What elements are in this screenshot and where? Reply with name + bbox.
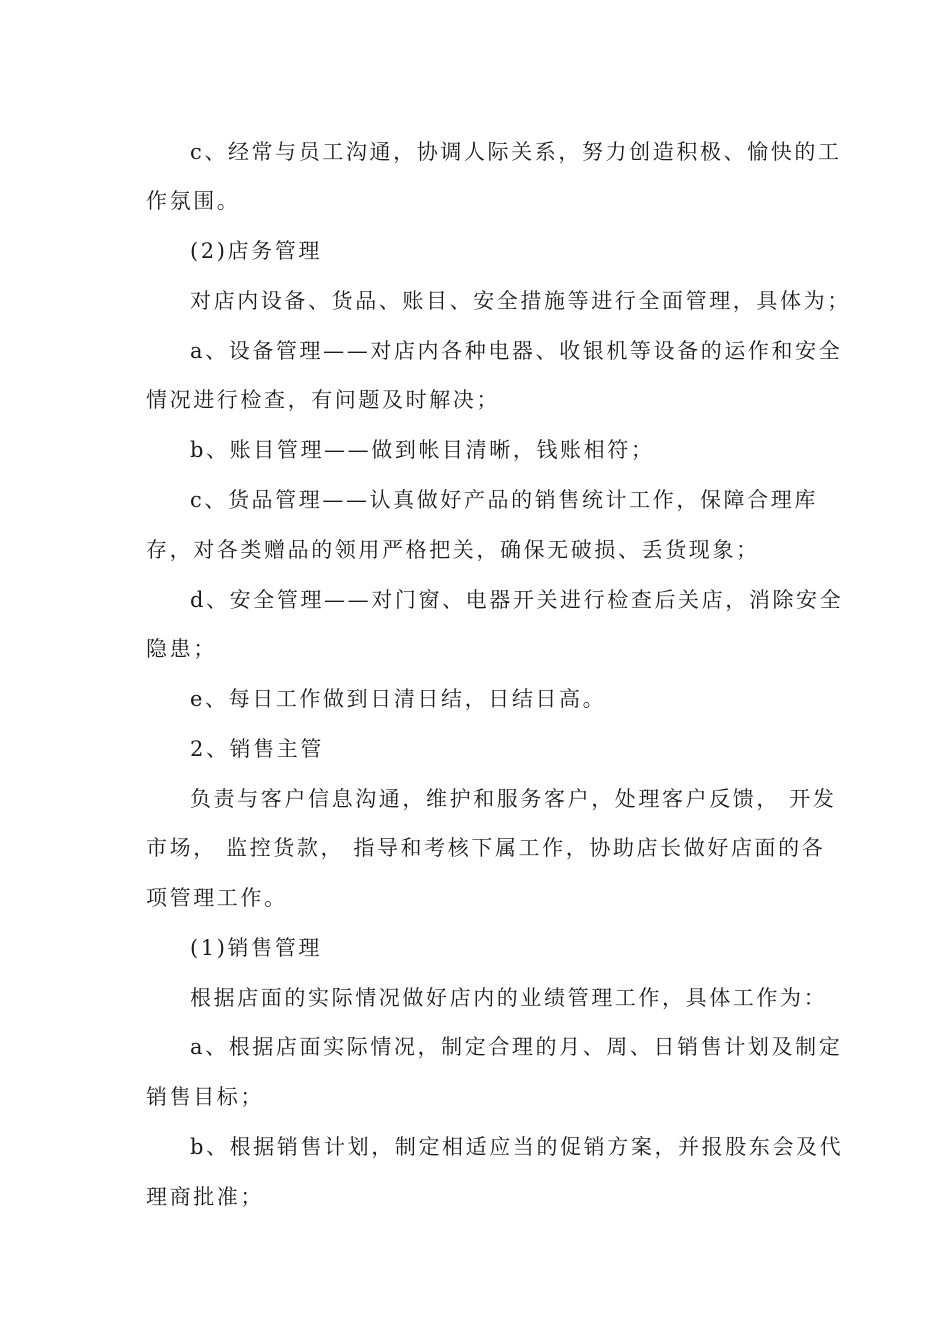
paragraph-line: b、账目管理——做到帐目清晰，钱账相符； [190,438,655,462]
paragraph-line: 情况进行检查，有问题及时解决； [146,388,500,412]
paragraph-line: 对店内设备、货品、账目、安全措施等进行全面管理，具体为； [190,289,851,313]
paragraph-line: 存，对各类赠品的领用严格把关，确保无破损、丢货现象； [146,538,760,562]
paragraph-line: 理商批准； [146,1185,264,1209]
paragraph-line: b、根据销售计划，制定相适应当的促销方案，并报股东会及代 [190,1135,844,1159]
paragraph-line: c、货品管理——认真做好产品的销售统计工作，保障合理库 [190,488,818,512]
section-heading: 2、销售主管 [190,737,324,761]
section-heading: (2)店务管理 [190,239,322,263]
paragraph-line: d、安全管理——对门窗、电器开关进行检查后关店，消除安全 [190,588,844,612]
paragraph-line: 市场， 监控货款， 指导和考核下属工作，协助店长做好店面的各 [146,836,826,860]
paragraph-line: 销售目标； [146,1085,264,1109]
paragraph-line: c、经常与员工沟通，协调人际关系，努力创造积极、愉快的工 [190,140,842,164]
paragraph-line: 隐患； [146,637,217,661]
paragraph-line: 项管理工作。 [146,886,288,910]
paragraph-line: a、设备管理——对店内各种电器、收银机等设备的运作和安全 [190,339,843,363]
section-heading: (1)销售管理 [190,936,322,960]
paragraph-line: 作氛围。 [146,189,241,213]
paragraph-line: 负责与客户信息沟通，维护和服务客户，处理客户反馈， 开发 [190,787,837,811]
paragraph-line: e、每日工作做到日清日结，日结日高。 [190,687,607,711]
paragraph-line: 根据店面的实际情况做好店内的业绩管理工作，具体工作为： [190,986,828,1010]
paragraph-line: a、根据店面实际情况，制定合理的月、周、日销售计划及制定 [190,1035,843,1059]
